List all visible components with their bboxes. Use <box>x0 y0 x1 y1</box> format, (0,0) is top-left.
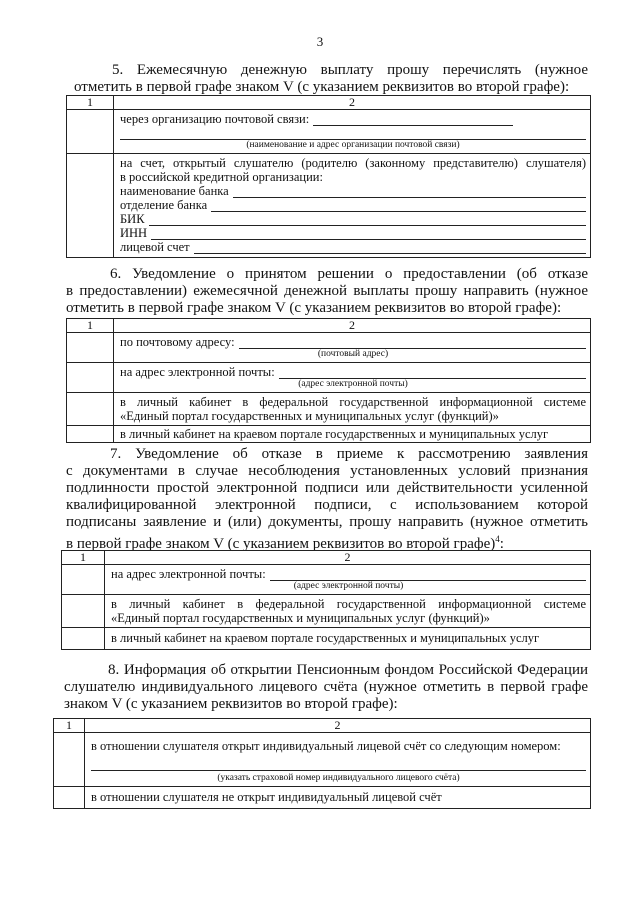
col2-header: 2 <box>114 319 591 333</box>
checkbox-cell-portal[interactable] <box>67 393 114 426</box>
section7-line: квалифицированной электронной подписи, с использованием которой <box>66 497 588 513</box>
checkbox-cell-bank[interactable] <box>67 154 114 258</box>
option-federal-portal <box>114 393 591 426</box>
col1-header: 1 <box>67 319 114 333</box>
portal-line: «Единый портал государственных и муниципальных услуг (функций)» <box>120 409 499 423</box>
footnote-ref[interactable]: 4 <box>495 534 500 544</box>
section7-line: в первой графе знаком V (с указанием реквизитов во второй графе) <box>66 536 496 552</box>
col2-header: 2 <box>85 719 591 733</box>
option-regional-portal <box>114 426 591 443</box>
option-postal-address <box>114 333 591 363</box>
account-label: лицевой счет <box>120 240 190 254</box>
section8-heading <box>64 662 588 713</box>
section8-line: слушателю индивидуального лицевого счёта (нужное отметить в первой графе <box>64 679 588 695</box>
postal-caption: (наименование и адрес организации почтовой связи) <box>246 140 460 150</box>
checkbox-cell-regional[interactable] <box>62 628 105 650</box>
checkbox-cell-postal[interactable] <box>67 333 114 363</box>
checkbox-cell-opened[interactable] <box>54 733 85 787</box>
email-label: на адрес электронной почты: <box>120 365 275 379</box>
inn-field[interactable] <box>151 228 586 240</box>
email-field[interactable] <box>279 367 586 379</box>
section6-line: отметить в первой графе знаком V (с указанием реквизитов во второй графе): <box>66 300 562 316</box>
postal-field[interactable] <box>313 114 513 126</box>
section5-line: отметить в первой графе знаком V (с указанием реквизитов во второй графе): <box>74 79 570 95</box>
bank-intro: на счет, открытый слушателю (родителю (законному представителю) слушателя) <box>120 156 586 170</box>
section5-line: 5. Ежемесячную денежную выплату прошу перечислять (нужное <box>112 62 588 78</box>
section5-table <box>66 95 591 258</box>
option-postal <box>114 110 591 154</box>
section7-line: с документами в случае несоблюдения установленных условий признания <box>66 463 588 479</box>
postal-field-line2[interactable] <box>120 128 586 140</box>
checkbox-cell-regional[interactable] <box>67 426 114 443</box>
checkbox-cell-email[interactable] <box>67 363 114 393</box>
checkbox-cell-postal[interactable] <box>67 110 114 154</box>
portal-line: в личный кабинет в федеральной государственной информационной системе <box>120 395 586 409</box>
section5-heading <box>74 62 588 96</box>
section8-line: 8. Информация об открытии Пенсионным фондом Российской Федерации <box>108 662 588 678</box>
option-account-opened <box>85 733 591 787</box>
account-field[interactable] <box>194 242 586 254</box>
bik-field[interactable] <box>149 214 586 226</box>
opened-caption: (указать страховой номер индивидуального лицевого счёта) <box>217 773 460 783</box>
section8-line: знаком V (с указанием реквизитов во второй графе): <box>64 696 398 712</box>
postal-address-field[interactable] <box>239 337 586 349</box>
regional-label: в личный кабинет на краевом портале государственных и муниципальных услуг <box>111 631 540 645</box>
postal-address-caption: (почтовый адрес) <box>317 349 389 359</box>
regional-label: в личный кабинет на краевом портале государственных и муниципальных услуг <box>120 427 549 441</box>
email-field[interactable] <box>270 569 586 581</box>
bik-label: БИК <box>120 212 145 226</box>
snils-field[interactable] <box>91 759 586 771</box>
postal-address-label: по почтовому адресу: <box>120 335 235 349</box>
col2-header: 2 <box>105 551 591 565</box>
email-caption: (адрес электронной почты) <box>298 379 408 389</box>
checkbox-cell-portal[interactable] <box>62 595 105 628</box>
bank-branch-label: отделение банка <box>120 198 208 212</box>
option-email <box>105 565 591 595</box>
option-regional-portal <box>105 628 591 650</box>
email-label: на адрес электронной почты: <box>111 567 266 581</box>
section7-line: 7. Уведомление об отказе в приеме к рассмотрению заявления <box>110 446 588 462</box>
email-caption: (адрес электронной почты) <box>293 581 404 591</box>
col1-header: 1 <box>62 551 105 565</box>
col1-header: 1 <box>67 96 114 110</box>
section7-heading: 7. Уведомление об отказе в приеме к рассмотрению заявления с документами в случае несоблюдения установленных условий признания подлинности простой электронной подписи или действительности усиленной квалифицированной электронной подписи, с использованием которой подписаны заявление и (или) документы, прошу направить (нужное отметить в первой графе знаком V (с указанием реквизитов во второй графе)$^4$: <box>66 446 588 552</box>
opened-label: в отношении слушателя открыт индивидуальный лицевой счёт со следующим номером: <box>91 739 561 753</box>
inn-label: ИНН <box>120 226 148 240</box>
option-federal-portal <box>105 595 591 628</box>
portal-line: в личный кабинет в федеральной государственной информационной системе <box>111 597 586 611</box>
option-account-not-opened <box>85 787 591 809</box>
bank-name-label: наименование банка <box>120 184 229 198</box>
section7-table <box>61 550 591 650</box>
section6-line: 6. Уведомление о принятом решении о предоставлении (об отказе <box>110 266 588 282</box>
checkbox-cell-not-opened[interactable] <box>54 787 85 809</box>
col2-header: 2 <box>114 96 591 110</box>
option-bank <box>114 154 591 258</box>
section6-line: в предоставлении) ежемесячной денежной выплаты прошу направить (нужное <box>66 283 588 299</box>
bank-name-field[interactable] <box>233 186 586 198</box>
page-number: 3 <box>316 34 324 49</box>
option-email <box>114 363 591 393</box>
section7-line: подлинности простой электронной подписи или действительности усиленной <box>66 480 588 496</box>
section8-table <box>53 718 591 809</box>
bank-branch-field[interactable] <box>211 200 586 212</box>
section6-heading <box>66 266 588 317</box>
section6-table <box>66 318 591 443</box>
checkbox-cell-email[interactable] <box>62 565 105 595</box>
not-opened-label: в отношении слушателя не открыт индивидуальный лицевой счёт <box>91 790 442 804</box>
section7-line: подписаны заявление и (или) документы, прошу направить (нужное отметить <box>66 514 588 530</box>
portal-line: «Единый портал государственных и муниципальных услуг (функций)» <box>111 611 490 625</box>
col1-header: 1 <box>54 719 85 733</box>
postal-label: через организацию почтовой связи: <box>120 112 310 126</box>
bank-intro-2: в российской кредитной организации: <box>120 170 323 184</box>
